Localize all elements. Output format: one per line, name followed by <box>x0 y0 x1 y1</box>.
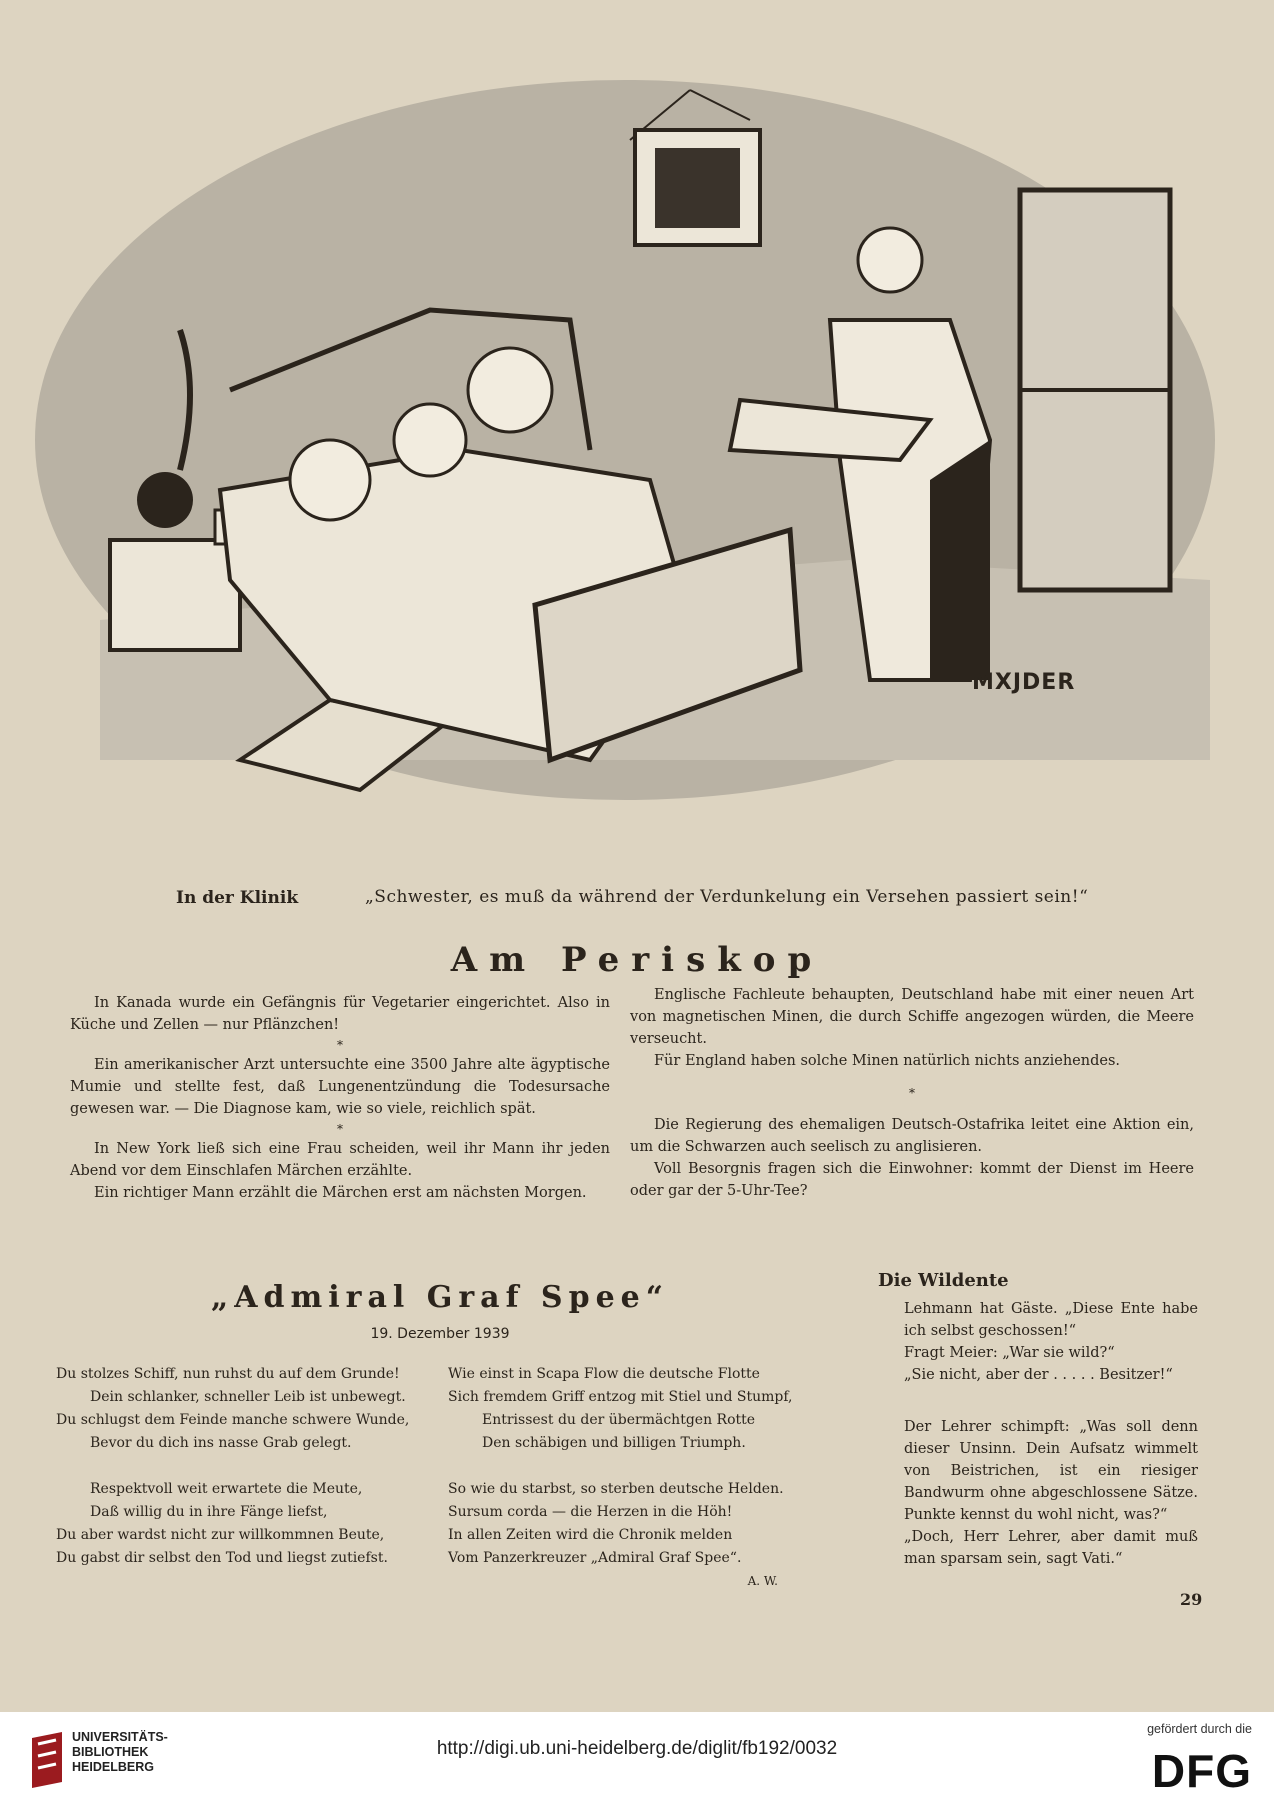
poem-stanza <box>56 1363 446 1455</box>
nurse-head <box>858 228 922 292</box>
periskop-paragraph: Die Regierung des ehemaligen Deutsch-Ostafrika leitet eine Aktion ein, um die Schwarzen auch seelisch zu anglisieren. <box>630 1117 1194 1155</box>
joke-line: Lehmann hat Gäste. „Diese Ente habe ich selbst geschossen!“ <box>904 1301 1198 1339</box>
baby-middle <box>394 404 466 476</box>
poem-right-column <box>448 1363 798 1593</box>
periskop-paragraph: Ein amerikanischer Arzt untersuchte eine 3500 Jahre alte ägyptische Mumie und stellte fest, daß Lungenentzündung die Todesursache gewesen war. — Die Diagnose kam, wie so viele, reichlich spät. <box>70 1057 610 1117</box>
joke-line: Fragt Meier: „War sie wild?“ <box>904 1345 1115 1361</box>
periskop-paragraph: Englische Fachleute behaupten, Deutschland habe mit einer neuen Art von magnetischen Minen, die durch Schiffe angezogen würden, die Meere verseucht. <box>630 987 1194 1047</box>
poem-line: Wie einst in Scapa Flow die deutsche Flotte <box>448 1366 760 1382</box>
joke-line: „Doch, Herr Lehrer, aber damit muß man sparsam sein, sagt Vati.“ <box>904 1529 1198 1567</box>
library-name: UNIVERSITÄTS- BIBLIOTHEK HEIDELBERG <box>72 1730 168 1774</box>
periskop-right-column <box>630 984 1194 1202</box>
poem-line: Du aber wardst nicht zur willkommnen Beute, <box>56 1527 385 1543</box>
cartoon-caption-quote: „Schwester, es muß da während der Verdunkelung ein Versehen passiert sein!“ <box>365 887 1089 907</box>
separator-asterisk: * <box>337 1122 343 1136</box>
periskop-paragraph: In New York ließ sich eine Frau scheiden, weil ihr Mann ihr jeden Abend vor dem Einschlafen Märchen erzählte. <box>70 1141 610 1179</box>
bedside-table <box>110 540 240 650</box>
poem-line: Daß willig du in ihre Fänge liefst, <box>90 1504 328 1520</box>
periskop-paragraph: In Kanada wurde ein Gefängnis für Vegetarier eingerichtet. Also in Küche und Zellen — nur Pflänzchen! <box>70 995 610 1033</box>
poem-stanza <box>448 1478 798 1570</box>
wildente-heading: Die Wildente <box>878 1270 1009 1291</box>
poem-line: Du gabst dir selbst den Tod und liegst zutiefst. <box>56 1550 388 1566</box>
baby-right <box>468 348 552 432</box>
joke-line: Der Lehrer schimpft: „Was soll denn dieser Unsinn. Dein Aufsatz wimmelt von Beistrichen, ist ein riesiger Bandwurm ohne abgeschlossene Sätze. Punkte kennst du wohl nicht, was?“ <box>904 1419 1198 1523</box>
poem-line: Vom Panzerkreuzer „Admiral Graf Spee“. <box>448 1550 742 1566</box>
cartoon-illustration <box>30 60 1220 860</box>
joke-line: „Sie nicht, aber der . . . . . Besitzer!“ <box>904 1367 1173 1383</box>
poem-line: Bevor du dich ins nasse Grab gelegt. <box>90 1435 352 1451</box>
sponsor-text: gefördert durch die <box>1147 1722 1252 1736</box>
dfg-logo: DFG <box>1151 1745 1252 1797</box>
poem-stanza <box>448 1363 798 1455</box>
periskop-heading: Am Periskop <box>450 940 824 980</box>
periskop-paragraph: Für England haben solche Minen natürlich nichts anziehendes. <box>654 1053 1121 1069</box>
poem-line: Du schlugst dem Feinde manche schwere Wunde, <box>56 1412 410 1428</box>
periskop-paragraph: Voll Besorgnis fragen sich die Einwohner: kommt der Dienst im Heere oder gar der 5-Uhr-Tee? <box>630 1161 1194 1199</box>
page-number: 29 <box>1180 1590 1203 1609</box>
poem-line: Den schäbigen und billigen Triumph. <box>482 1435 746 1451</box>
poem-line: Sich fremdem Griff entzog mit Stiel und Stumpf, <box>448 1389 793 1405</box>
periskop-left-column <box>70 992 610 1204</box>
wildente-column <box>878 1298 1198 1570</box>
poem-line: In allen Zeiten wird die Chronik melden <box>448 1527 733 1543</box>
source-url-link[interactable]: http://digi.ub.uni-heidelberg.de/diglit/fb192/0032 <box>436 1738 838 1759</box>
separator-asterisk: * <box>909 1086 915 1100</box>
poem-line: Dein schlanker, schneller Leib ist unbewegt. <box>90 1389 406 1405</box>
artist-signature: MXJDER <box>972 670 1076 695</box>
poem-author-initials: A. W. <box>747 1574 778 1588</box>
poem-line: Du stolzes Schiff, nun ruhst du auf dem Grunde! <box>56 1366 400 1382</box>
poem-line: Entrissest du der übermächtgen Rotte <box>482 1412 756 1428</box>
cartoon-caption-label: In der Klinik <box>176 888 299 908</box>
baby-left <box>290 440 370 520</box>
poem-title: „Admiral Graf Spee“ <box>210 1280 670 1315</box>
poem-stanza <box>56 1478 446 1570</box>
lamp-shade <box>137 472 193 528</box>
separator-asterisk: * <box>337 1038 343 1052</box>
poem-date: 19. Dezember 1939 <box>370 1326 510 1342</box>
poem-left-column <box>56 1363 446 1593</box>
poem-line: Sursum corda — die Herzen in die Höh! <box>448 1504 733 1520</box>
periskop-paragraph: Ein richtiger Mann erzählt die Märchen erst am nächsten Morgen. <box>94 1185 587 1201</box>
poem-line: Respektvoll weit erwartete die Meute, <box>90 1481 363 1497</box>
poem-line: So wie du starbst, so sterben deutsche Helden. <box>448 1481 784 1497</box>
